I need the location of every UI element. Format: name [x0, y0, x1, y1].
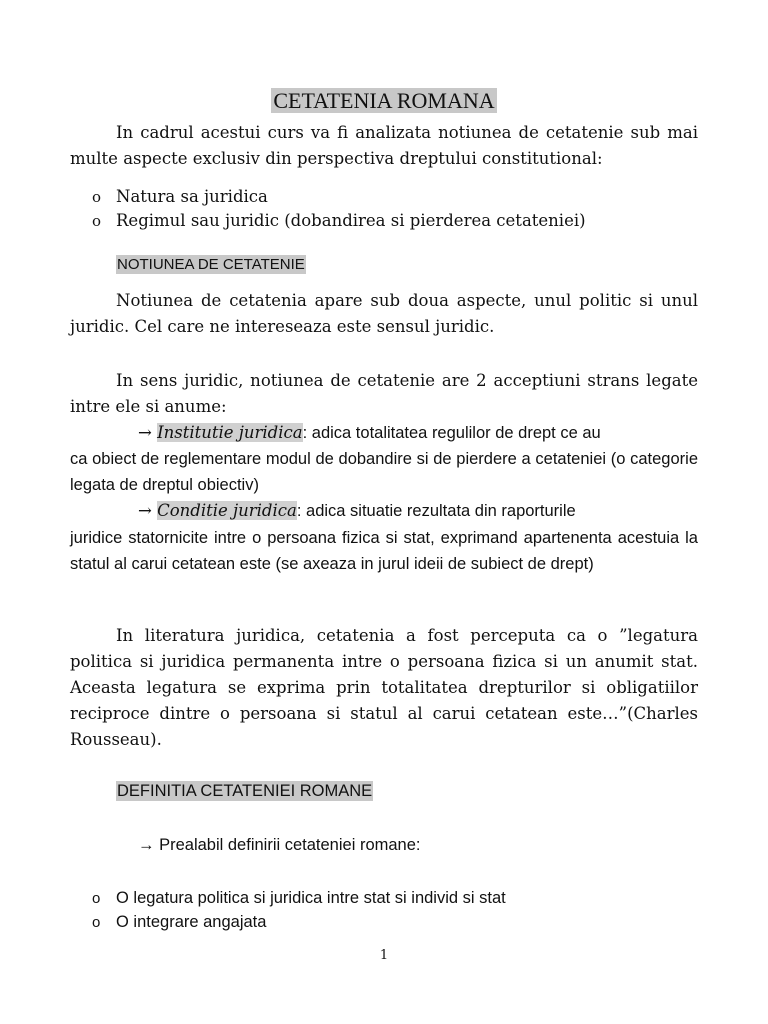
definition-1-continuation: ca obiect de reglementare modul de dobandire si de pierdere a cetateniei (o categorie legata de dreptul obiectiv) [70, 450, 698, 494]
list-item-text: Natura sa juridica [116, 187, 268, 206]
list-item [92, 910, 266, 935]
page-number: 1 [379, 948, 389, 963]
paragraph-3: In literatura juridica, cetatenia a fost perceputa ca o ”legatura politica si juridica permanenta intre o persoana fizica si un anumit stat. Aceasta legatura se exprima prin totalitatea drepturilor si obligatiilor reciproce dintre o persoana si statul al carui cetatean este…”(Charles Rousseau). [70, 626, 698, 749]
arrow-icon: → [138, 501, 152, 520]
page-title [0, 88, 768, 114]
list-item [92, 886, 506, 911]
bullet-mark: o [92, 890, 101, 907]
list-item-text: O legatura politica si juridica intre stat si individ si stat [116, 889, 506, 907]
paragraph-2: In sens juridic, notiunea de cetatenie are 2 acceptiuni strans legate intre ele si anume: [70, 371, 698, 416]
definition-2-text: : adica situatie rezultata din raporturile [296, 502, 576, 520]
list-item [92, 209, 586, 233]
definition-2-line [138, 498, 576, 524]
heading-text: NOTIUNEA DE CETATENIE [117, 256, 305, 273]
definition-2-continuation: juridice statornicite intre o persoana fizica si stat, exprimand apartenenta acestuia la statul al carui cetatean este (se axeaza in jurul ideii de subiect de drept) [70, 529, 698, 573]
definition-1-text: : adica totalitatea regulilor de drept ce au [302, 424, 601, 442]
arrow-icon: → [138, 836, 155, 854]
title-text: CETATENIA ROMANA [273, 88, 495, 113]
section-heading-definitia [116, 782, 373, 801]
bullet-mark: o [92, 914, 101, 931]
prealabil-text: Prealabil definirii cetateniei romane: [159, 836, 421, 854]
section-heading-notiunea [116, 256, 306, 273]
bullet-mark: o [92, 212, 102, 230]
list-item [92, 185, 268, 209]
bullet-mark: o [92, 188, 102, 206]
term-conditie: Conditie juridica [157, 501, 297, 520]
arrow-icon: → [138, 423, 152, 442]
list-item-text: O integrare angajata [116, 913, 267, 931]
list-item-text: Regimul sau juridic (dobandirea si pierderea cetateniei) [116, 211, 586, 230]
intro-paragraph: In cadrul acestui curs va fi analizata notiunea de cetatenie sub mai multe aspecte exclusiv din perspectiva dreptului constitutional: [70, 123, 698, 168]
paragraph-1: Notiunea de cetatenia apare sub doua aspecte, unul politic si unul juridic. Cel care ne intereseaza este sensul juridic. [70, 291, 698, 336]
heading-text: DEFINITIA CETATENIEI ROMANE [117, 782, 373, 800]
term-institutie: Institutie juridica [157, 423, 303, 442]
definition-1-line [138, 420, 601, 446]
prealabil-line [138, 832, 420, 858]
